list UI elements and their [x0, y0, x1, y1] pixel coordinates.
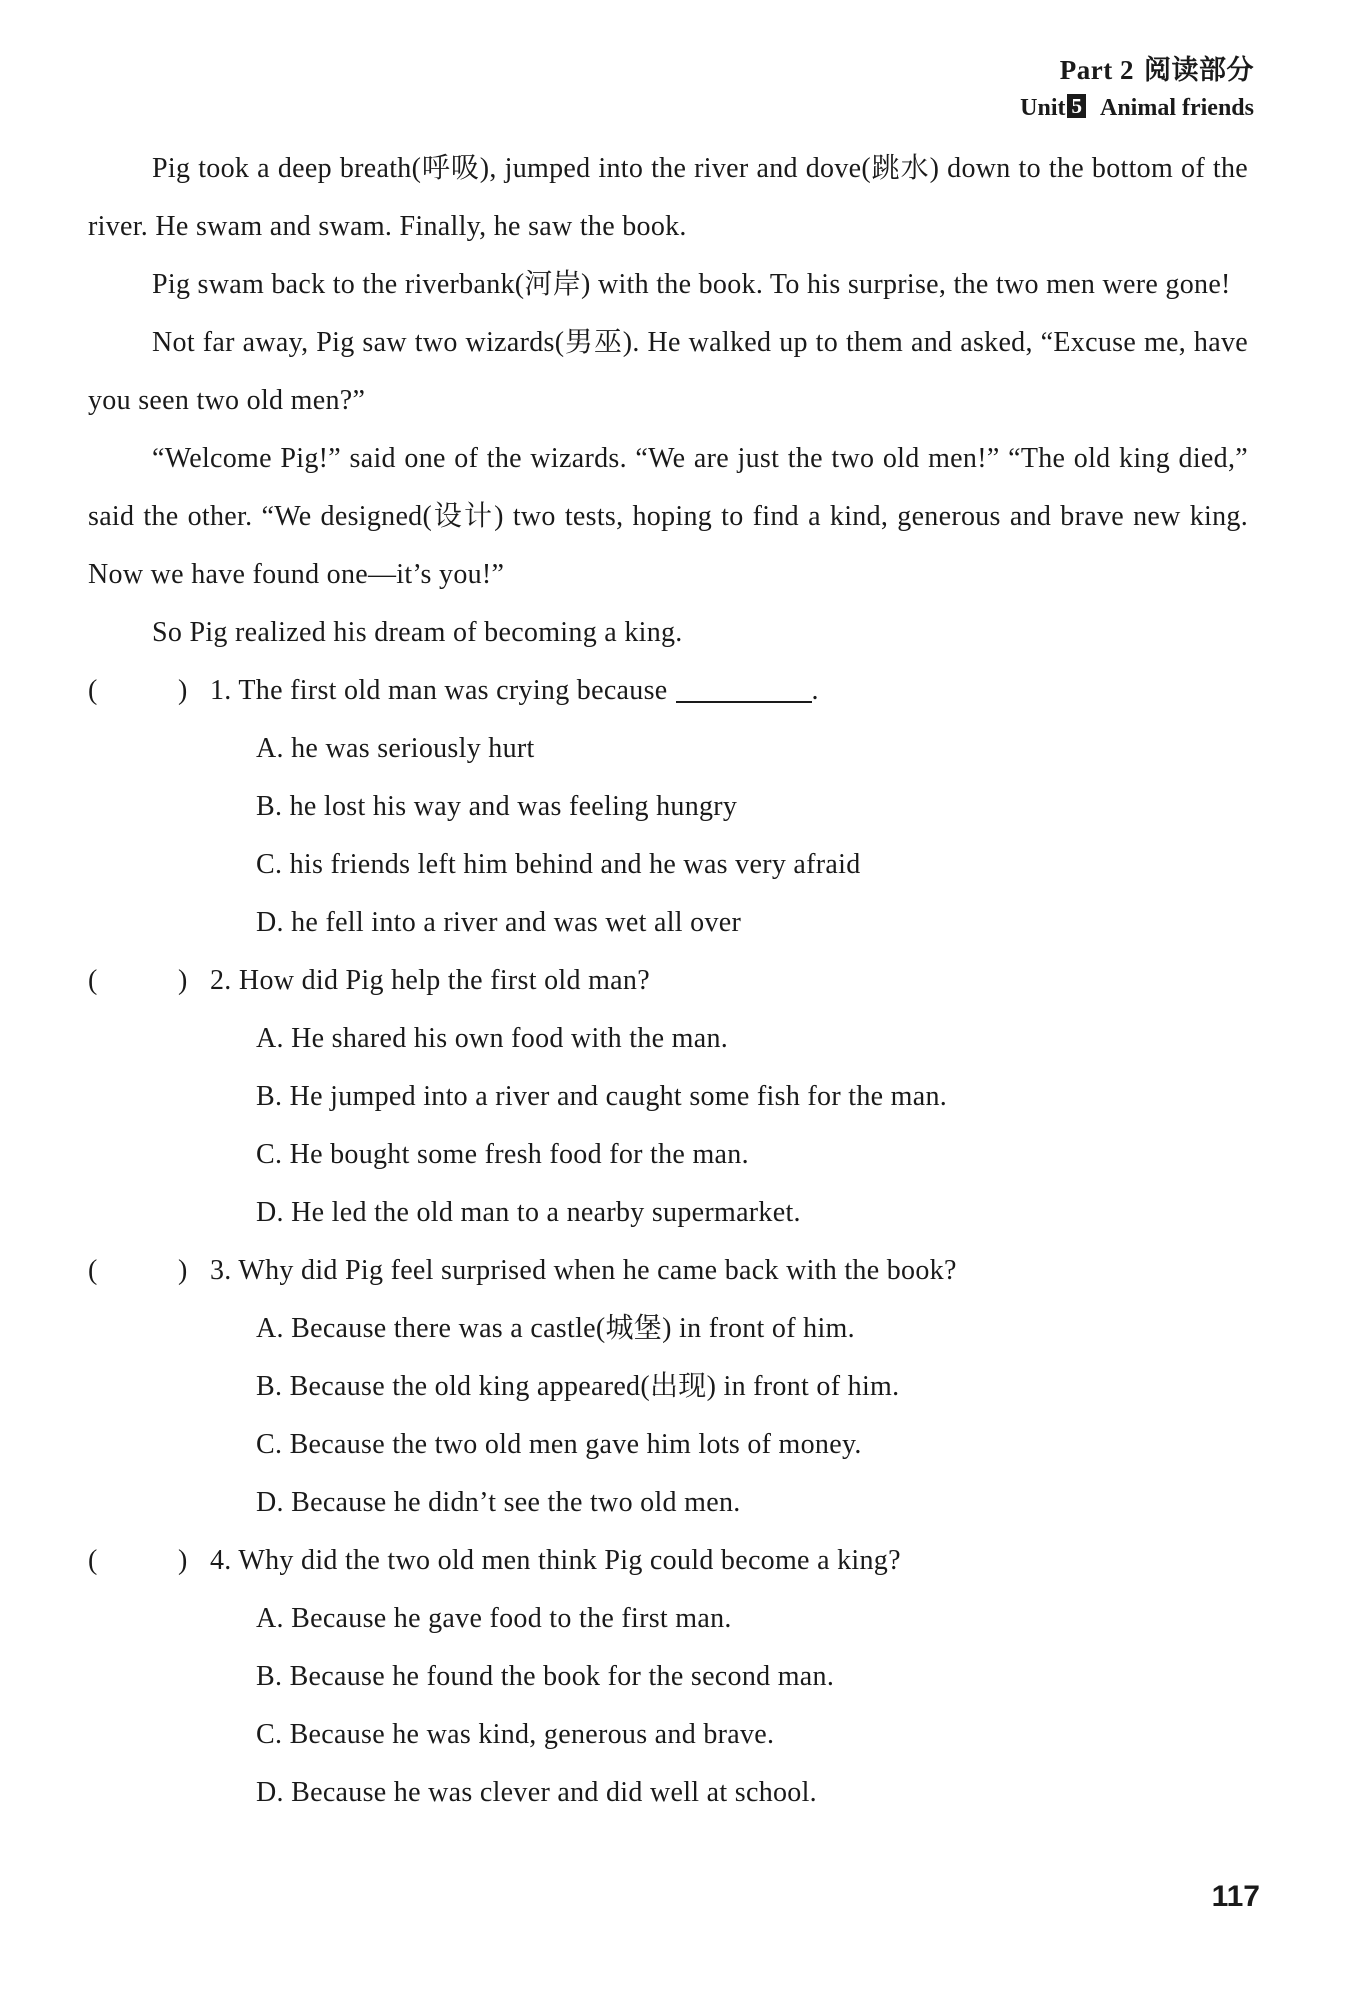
- page-number: 117: [1211, 1880, 1260, 1913]
- page-header: [1020, 52, 1254, 125]
- question-number: 3.: [210, 1255, 232, 1286]
- question-stem: Why did Pig feel surprised when he came back with the book?: [238, 1255, 957, 1286]
- unit-number-badge: 5: [1067, 94, 1086, 118]
- unit-title: [1020, 91, 1254, 125]
- option-d: D. Because he didn’t see the two old men.: [256, 1487, 741, 1518]
- option-c: C. Because he was kind, generous and brave.: [256, 1719, 775, 1750]
- question-4: [88, 1532, 1248, 1822]
- answer-paren-close: ): [178, 1545, 188, 1576]
- option-b: B. He jumped into a river and caught some fish for the man.: [256, 1081, 948, 1112]
- passage-paragraph: So Pig realized his dream of becoming a king.: [152, 617, 683, 648]
- option-a: A. Because there was a castle(城堡) in front of him.: [256, 1313, 855, 1344]
- passage-paragraph: Pig took a deep breath(呼吸), jumped into the river and dove(跳水) down to the bottom of the river. He swam and swam. Finally, he saw the book.: [88, 153, 1248, 242]
- question-row: [88, 952, 1248, 1010]
- question-row: [88, 1532, 1248, 1590]
- part-label-cn: 阅读部分: [1144, 55, 1254, 86]
- question-stem: Why did the two old men think Pig could become a king?: [238, 1545, 901, 1576]
- question-number: 2.: [210, 965, 232, 996]
- question-row: [88, 1242, 1248, 1300]
- question-1: [88, 662, 1248, 952]
- option-b: B. he lost his way and was feeling hungry: [256, 791, 738, 822]
- option-b: B. Because the old king appeared(出现) in front of him.: [256, 1371, 900, 1402]
- question-number: 1.: [210, 675, 232, 706]
- option-d: D. he fell into a river and was wet all over: [256, 907, 742, 938]
- question-2: [88, 952, 1248, 1242]
- question-text: [210, 1242, 957, 1300]
- answer-paren-close: ): [178, 675, 188, 706]
- unit-name: Animal friends: [1099, 95, 1254, 121]
- answer-paren-close: ): [178, 1255, 188, 1286]
- part-title: [1020, 52, 1254, 89]
- option-d: D. Because he was clever and did well at school.: [256, 1777, 817, 1808]
- question-text: [210, 1532, 901, 1590]
- question-text: 1. The first old man was crying because .: [210, 675, 819, 706]
- answer-paren-open: (: [88, 965, 98, 996]
- option-c: C. his friends left him behind and he was very afraid: [256, 849, 861, 880]
- option-d: D. He led the old man to a nearby supermarket.: [256, 1197, 801, 1228]
- option-a: A. He shared his own food with the man.: [256, 1023, 729, 1054]
- question-stem: The first old man was crying because: [238, 675, 668, 706]
- passage-paragraph: Pig swam back to the riverbank(河岸) with the book. To his surprise, the two men were gone!: [152, 269, 1231, 300]
- question-text: [210, 952, 650, 1010]
- question-stem: How did Pig help the first old man?: [238, 965, 650, 996]
- passage-paragraph: “Welcome Pig!” said one of the wizards. “We are just the two old men!” “The old king died,” said the other. “We designed(设计) two tests, hoping to find a kind, generous and brave new king. Now we have found one—it’s you!”: [88, 443, 1248, 590]
- answer-paren-open: (: [88, 675, 98, 706]
- option-b: B. Because he found the book for the second man.: [256, 1661, 835, 1692]
- part-label: Part 2: [1059, 55, 1134, 85]
- option-c: C. Because the two old men gave him lots of money.: [256, 1429, 862, 1460]
- option-a: A. Because he gave food to the first man.: [256, 1603, 732, 1634]
- unit-label: Unit: [1020, 95, 1066, 121]
- answer-blank: [676, 673, 812, 703]
- answer-paren-close: ): [178, 965, 188, 996]
- passage-paragraph: Not far away, Pig saw two wizards(男巫). He walked up to them and asked, “Excuse me, have you seen two old men?”: [88, 327, 1248, 416]
- option-c: C. He bought some fresh food for the man.: [256, 1139, 749, 1170]
- question-3: [88, 1242, 1248, 1532]
- option-a: A. he was seriously hurt: [256, 733, 535, 764]
- page-content: [88, 140, 1248, 1822]
- question-row: [88, 662, 1248, 720]
- question-number: 4.: [210, 1545, 232, 1576]
- answer-paren-open: (: [88, 1255, 98, 1286]
- answer-paren-open: (: [88, 1545, 98, 1576]
